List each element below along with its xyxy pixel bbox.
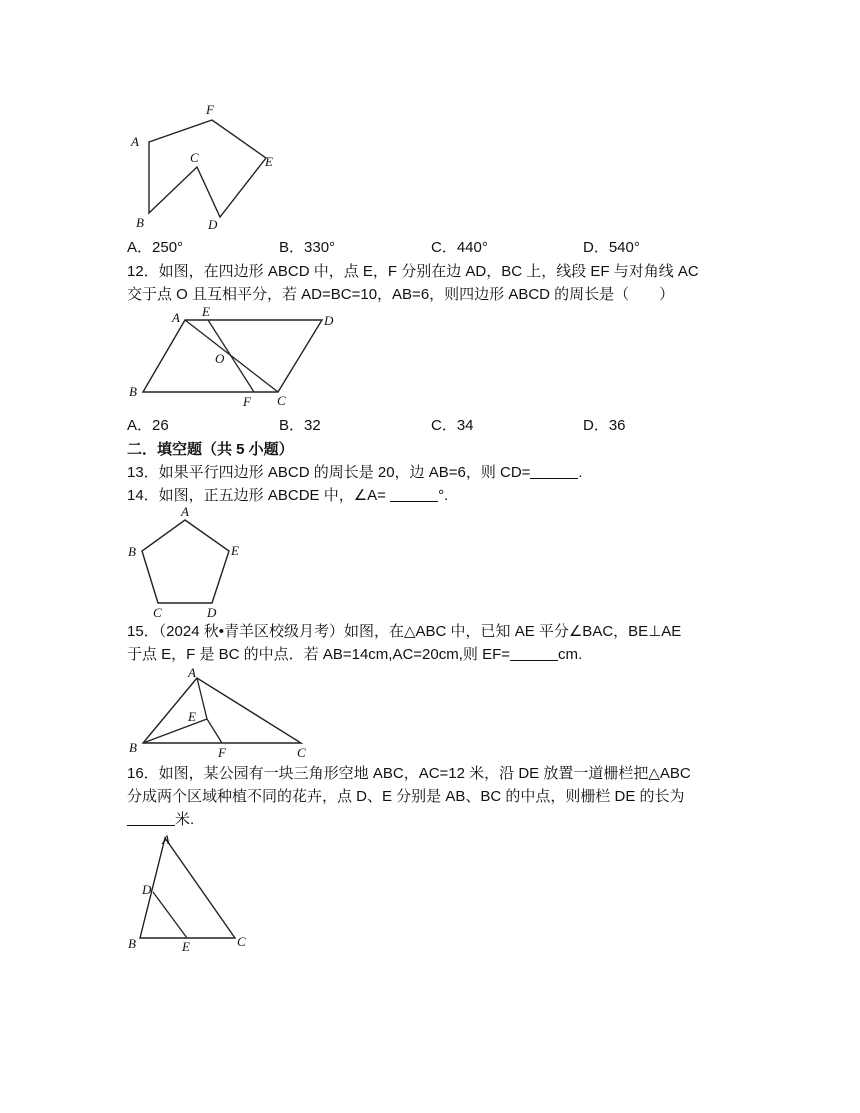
q15-text: 于点 E，F 是 BC 的中点．若 AB=14cm,AC=20cm,则 EF= [127,646,510,663]
q11-label-d: D [208,217,218,232]
q11-figure [125,100,285,235]
q15-label-f: F [218,745,226,760]
q14-text-end: °. [438,487,449,504]
q11-label-f: F [206,102,214,117]
q15-segment-ae [197,678,207,719]
q12-label-b: B [129,384,137,399]
q15-label-b: B [129,740,137,755]
q12-stem-line2: 交于点 O 且互相平分，若 AD=BC=10，AB=6，则四边形 ABCD 的周长是（ ） [127,286,675,303]
q16-label-d: D [142,882,152,897]
q11-label-e: E [265,154,273,169]
q11-label-a: A [131,134,139,149]
q16-label-b: B [128,936,136,951]
q12-figure [125,302,350,412]
q16-figure [125,830,260,960]
q13-text: 13．如果平行四边形 ABCD 的周长是 20，边 AB=6，则 CD= [127,464,531,481]
q15-segment-ef [207,719,222,743]
q15-triangle [143,678,301,743]
q14-label-a: A [181,504,189,519]
q11-option-d: D．540° [583,239,640,256]
q15-text-end: cm. [558,646,583,663]
q11-label-c: C [190,150,199,165]
q15-figure [125,663,320,761]
q12-label-a: A [172,310,180,325]
q11-option-b: B．330° [279,239,336,256]
q12-label-c: C [277,393,286,408]
q14-label-e: E [231,543,239,558]
q11-option-c: C．440° [431,239,488,256]
q16-blank [127,811,175,826]
q13-stem [127,463,583,483]
q14-text: 14．如图，正五边形 ABCDE 中，∠A= [127,487,391,504]
q12-option-a: A．26 [127,417,169,434]
q15-stem-line1: 15．（2024 秋•青羊区校级月考）如图，在△ABC 中，已知 AE 平分∠BAC，BE⊥AE [127,623,682,640]
section-heading-fill-blank: 二．填空题（共 5 小题） [127,441,294,458]
q12-label-o: O [215,351,225,366]
q14-label-d: D [207,605,217,620]
q16-stem-line2: 分成两个区域种植不同的花卉，点 D、E 分别是 AB、BC 的中点，则栅栏 DE 的长为 [127,788,685,805]
q12-label-e: E [202,304,210,319]
q13-text-end: . [578,464,583,481]
q14-figure [125,503,255,621]
q16-text-end: 米. [175,811,195,828]
q13-blank [530,464,578,479]
q16-segment-de [153,892,187,938]
q12-option-b: B．32 [279,417,321,434]
q14-pentagon [142,520,229,603]
q12-option-d: D．36 [583,417,626,434]
q16-label-e: E [182,939,190,954]
q12-option-c: C．34 [431,417,474,434]
q14-label-b: B [128,544,136,559]
q16-stem-line3 [127,810,194,830]
q15-stem-line2 [127,645,582,665]
q11-label-b: B [136,215,144,230]
q16-stem-line1: 16．如图，某公园有一块三角形空地 ABC，AC=12 米，沿 DE 放置一道栅栏把△ABC [127,765,691,782]
q15-label-e: E [188,709,196,724]
q12-label-d: D [324,313,334,328]
q16-label-a: A [162,832,170,847]
q16-triangle [140,838,235,938]
q12-stem-line1: 12．如图，在四边形 ABCD 中，点 E，F 分别在边 AD，BC 上，线段 EF 与对角线 AC [127,263,699,280]
q15-blank [510,646,558,661]
q11-polygon [149,120,266,217]
q15-label-a: A [188,665,196,680]
q14-label-c: C [153,605,162,620]
q16-label-c: C [237,934,246,949]
q15-label-c: C [297,745,306,760]
q14-blank [390,487,438,502]
q11-option-a: A．250° [127,239,184,256]
q12-label-f: F [243,394,251,409]
